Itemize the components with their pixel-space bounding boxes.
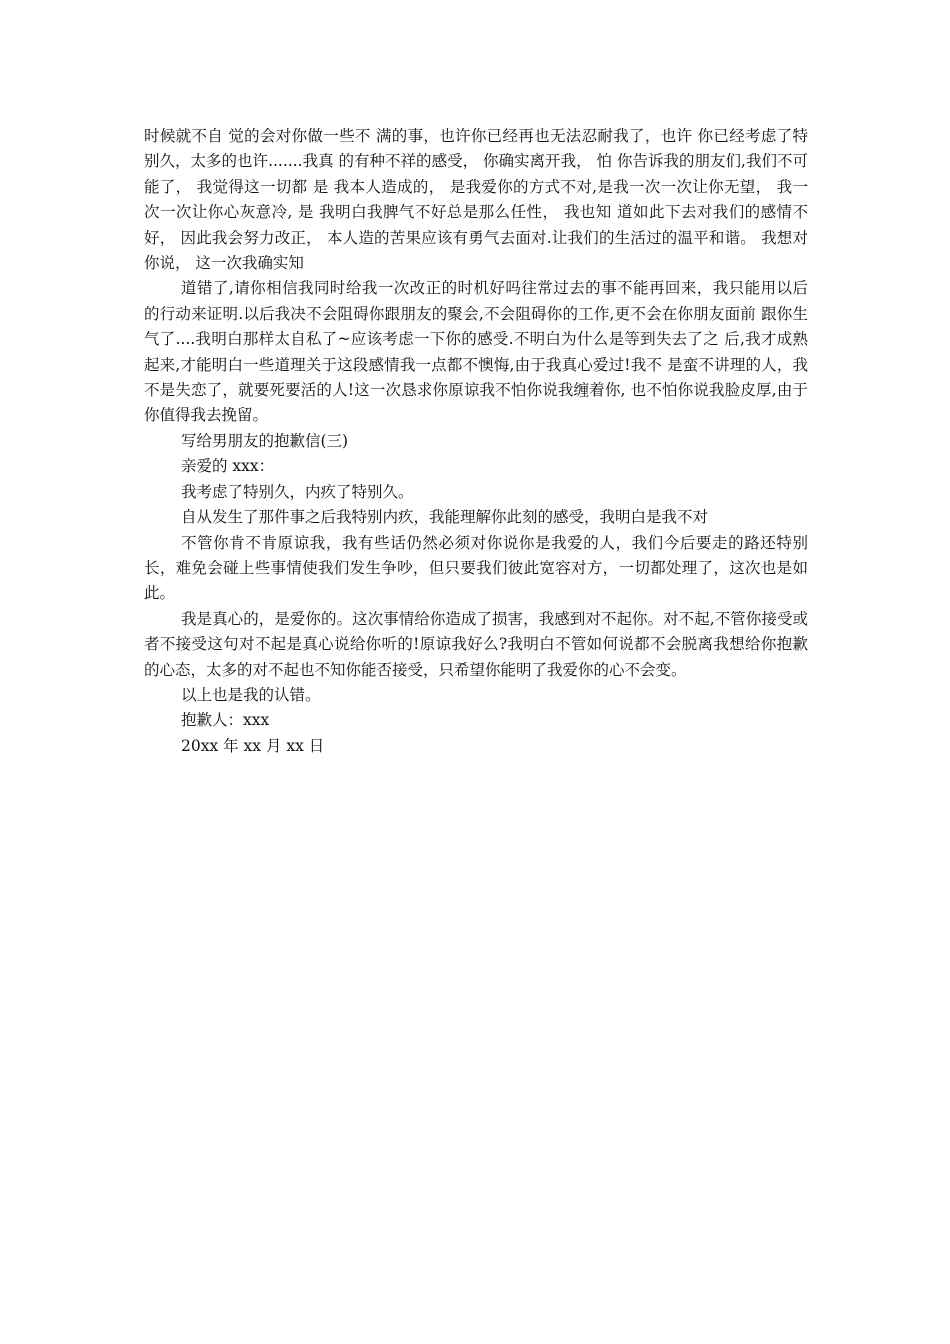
closing-line: 以上也是我的认错。 (181, 685, 321, 704)
document-body (144, 124, 808, 759)
section-heading: 写给男朋友的抱歉信(三) (181, 431, 349, 450)
date-line: 20xx 年 xx 月 xx 日 (181, 736, 325, 755)
paragraph-6: 我是真心的，是爱你的。这次事情给你造成了损害，我感到对不起你。对不起,不管你接受或者不接受这句对不起是真心说给你听的!原谅我好么?我明白不管如何说都不会脱离我想给你抱歉的心态，太多的对不起也不知你能否接受，只希望你能明了我爱你的心不会变。 (144, 609, 808, 679)
paragraph-3: 我考虑了特别久，内疚了特别久。 (181, 482, 414, 501)
salutation: 亲爱的 xxx： (181, 457, 275, 476)
signature: 抱歉人：xxx (181, 711, 270, 730)
paragraph-2: 道错了,请你相信我同时给我一次改正的时机好吗往常过去的事不能再回来，我只能用以后 的行动来证明.以后我决不会阻碍你跟朋友的聚会,不会阻碍你的工作,更不会在你朋友面前 跟你生气了....我明白那样太自私了~应该考虑一下你的感受.不明白为什么是等到失去了之 后,我才成熟起来,才能明白一些道理关于这段感情我一点都不懊悔,由于我真心爱过!我不 是蛮不讲理的人，我不是失恋了，就要死要活的人!这一次恳求你原谅我不怕你说我缠着你, 也不怕你说我脸皮厚,由于你值得我去挽留。 (144, 279, 808, 425)
paragraph-1: 时候就不自 觉的会对你做一些不 满的事，也许你已经再也无法忍耐我了，也许 你已经考虑了特别久，太多的也许.......我真 的有种不祥的感受， 你确实离开我， 怕 你告诉我的朋友们,我们不可能了， 我觉得这一切都 是 我本人造成的， 是我爱你的方式不对,是我一次一次让你无望， 我一次一次让你心灰意冷, 是 我明白我脾气不好总是那么任性， 我也知 道如此下去对我们的感情不好， 因此我会努力改正， 本人造的苦果应该有勇气去面对.让我们的生活过的温平和谐。 我想对你说， 这一次我确实知 (144, 127, 808, 273)
paragraph-4: 自从发生了那件事之后我特别内疚，我能理解你此刻的感受，我明白是我不对 (181, 508, 709, 527)
paragraph-5: 不管你肯不肯原谅我，我有些话仍然必须对你说你是我爱的人，我们今后要走的路还特别长，难免会碰上些事情使我们发生争吵，但只要我们彼此宽容对方，一切都处理了，这次也是如此。 (144, 533, 808, 603)
